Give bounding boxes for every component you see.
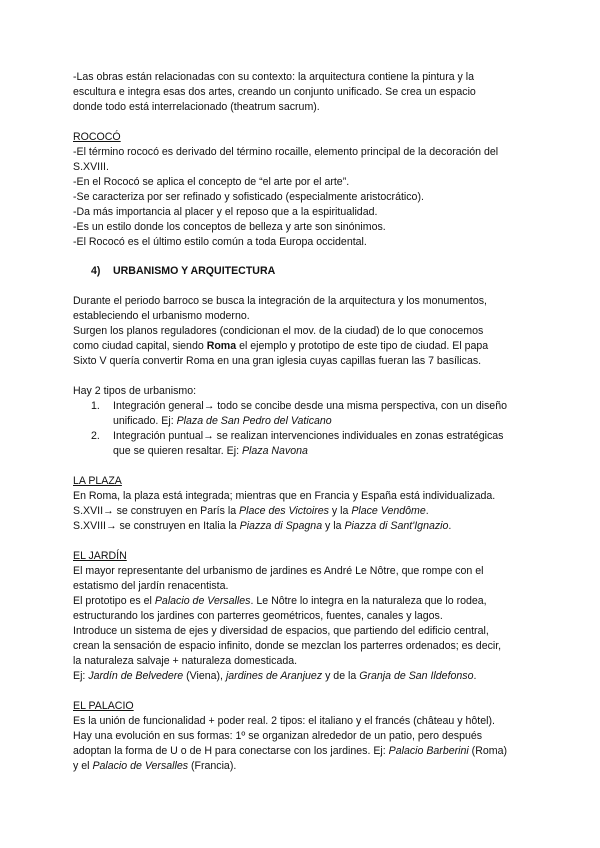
text-span: El prototipo es el (73, 595, 155, 607)
intro-paragraph (73, 70, 540, 115)
text-line: Introduce un sistema de ejes y diversidad de espacios, que partiendo del edificio central, (73, 625, 489, 637)
text-line (73, 339, 540, 354)
text-line: -Las obras están relacionadas con su contexto: la arquitectura contiene la pintura y la (73, 71, 475, 83)
text-line: Sixto V quería convertir Roma en una gran iglesia cuyas capillas fueran las 7 basílicas. (73, 355, 482, 367)
list-number: 2. (91, 430, 100, 442)
text-span: Integración general→ todo se concibe desde una misma perspectiva, con un diseño (113, 400, 507, 412)
text-line (73, 594, 540, 609)
text-span: y de la (322, 670, 360, 682)
text-span: (Francia). (188, 760, 237, 772)
urbanismo-type-list (91, 399, 540, 459)
text-line: -Es un estilo donde los conceptos de belleza y arte son sinónimos. (73, 221, 386, 233)
text-line: S.XVIII. (73, 161, 109, 173)
text-line (73, 744, 540, 759)
text-span: y el (73, 760, 93, 772)
text-span: S.XVII→ se construyen en París la (73, 505, 240, 517)
text-line: escultura e integra esas dos artes, creando un conjunto unificado. Se crea un espacio (73, 86, 476, 98)
list-item (91, 399, 540, 429)
italic-text: Plaza de San Pedro del Vaticano (176, 415, 332, 427)
text-span: (Viena), (183, 670, 226, 682)
urbanismo-types (73, 384, 540, 459)
italic-text: jardines de Aranjuez (225, 670, 323, 682)
text-line: estatismo del jardín renacentista. (73, 580, 229, 592)
text-line (73, 669, 540, 684)
italic-text: Palacio de Versalles (154, 595, 251, 607)
list-text (113, 429, 540, 459)
text-line: -Da más importancia al placer y el reposo que a la espiritualidad. (73, 206, 378, 218)
palacio-section (73, 699, 540, 774)
text-line: -Se caracteriza por ser refinado y sofisticado (especialmente aristocrático). (73, 191, 424, 203)
jardin-heading: EL JARDÍN (73, 550, 127, 562)
text-span: adoptan la forma de U o de H para conectarse con los jardines. Ej: (73, 745, 389, 757)
palacio-heading: EL PALACIO (73, 700, 134, 712)
italic-text: Palacio de Versalles (92, 760, 189, 772)
text-span: . (425, 505, 429, 517)
section-title-text: URBANISMO Y ARQUITECTURA (113, 265, 276, 277)
rococo-heading: ROCOCÓ (73, 131, 121, 143)
text-line: estableciendo el urbanismo moderno. (73, 310, 250, 322)
text-line: Es la unión de funcionalidad + poder real. 2 tipos: el italiano y el francés (château y hôtel). (73, 715, 495, 727)
list-item (91, 429, 540, 459)
italic-text: Piazza di Spagna (239, 520, 323, 532)
text-span: Ej: (73, 670, 89, 682)
text-span: . (473, 670, 477, 682)
text-line (73, 519, 540, 534)
bold-text: Roma (206, 340, 237, 352)
italic-text: Place Vendôme (351, 505, 426, 517)
text-span: . (448, 520, 452, 532)
text-line: En Roma, la plaza está integrada; mientras que en Francia y España está individualizada. (73, 490, 496, 502)
text-line: donde todo está interrelacionado (theatrum sacrum). (73, 101, 320, 113)
rococo-section (73, 130, 540, 250)
text-line: estructurando los jardines con parterres geométricos, fuentes, canales y lagos. (73, 610, 443, 622)
text-line (73, 759, 540, 774)
text-span: . Le Nôtre lo integra en la naturaleza que lo rodea, (250, 595, 487, 607)
plaza-section (73, 474, 540, 534)
list-text (113, 399, 540, 429)
list-number: 1. (91, 400, 100, 412)
text-span: como ciudad capital, siendo (73, 340, 207, 352)
text-line: Durante el periodo barroco se busca la integración de la arquitectura y los monumentos, (73, 295, 487, 307)
text-line: Surgen los planos reguladores (condicionan el mov. de la ciudad) de lo que conocemos (73, 325, 484, 337)
italic-text: Place des Victoires (239, 505, 329, 517)
text-span: S.XVIII→ se construyen en Italia la (73, 520, 240, 532)
italic-text: Piazza di Sant'Ignazio (344, 520, 449, 532)
text-line: Hay una evolución en sus formas: 1º se organizan alrededor de un patio, pero después (73, 730, 483, 742)
section-number: 4) (91, 265, 101, 277)
text-line: -El Rococó es el último estilo común a toda Europa occidental. (73, 236, 367, 248)
text-line: Hay 2 tipos de urbanismo: (73, 385, 197, 397)
plaza-heading: LA PLAZA (73, 475, 122, 487)
section-title (91, 264, 540, 279)
jardin-section (73, 549, 540, 684)
text-line (73, 504, 540, 519)
text-line: la naturaleza salvaje + naturaleza domesticada. (73, 655, 298, 667)
italic-text: Palacio Barberini (388, 745, 469, 757)
text-span: (Roma) (468, 745, 507, 757)
urbanismo-paragraph (73, 294, 540, 369)
text-line: crean la sensación de espacio infinito, donde se mezclan los parterres ordenados; es decir, (73, 640, 502, 652)
text-line: -En el Rococó se aplica el concepto de “el arte por el arte”. (73, 176, 350, 188)
text-span: y la (322, 520, 345, 532)
text-span: que se quieren resaltar. Ej: (113, 445, 242, 457)
text-line: -El término rococó es derivado del término rocaille, elemento principal de la decoración del (73, 146, 499, 158)
text-span: el ejemplo y prototipo de este tipo de ciudad. El papa (236, 340, 489, 352)
italic-text: Granja de San Ildefonso (359, 670, 474, 682)
italic-text: Plaza Navona (241, 445, 308, 457)
italic-text: Jardín de Belvedere (88, 670, 184, 682)
text-span: Integración puntual→ se realizan intervenciones individuales en zonas estratégicas (113, 430, 504, 442)
text-line: El mayor representante del urbanismo de jardines es André Le Nôtre, que rompe con el (73, 565, 484, 577)
text-span: unificado. Ej: (113, 415, 177, 427)
text-span: y la (328, 505, 352, 517)
